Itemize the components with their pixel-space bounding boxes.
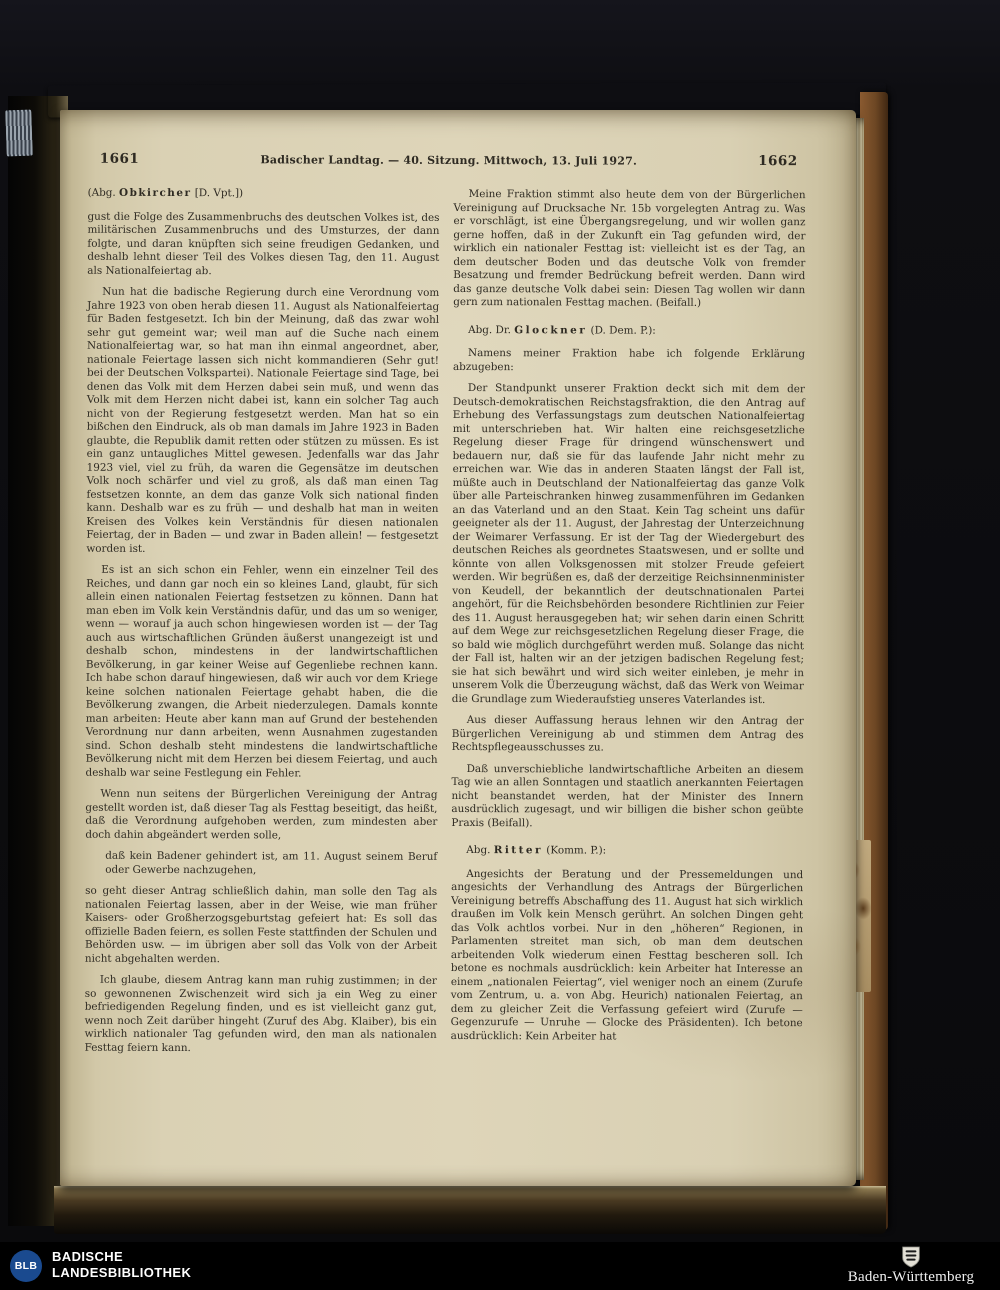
speaker-suffix: (Komm. P.): xyxy=(542,844,607,857)
paragraph: so geht dieser Antrag schließlich dahin, man solle den Tag als nationalen Feiertag lassen, aber in der Weise, wie man früher Kaisers- oder Großherzogsgeburtstag gefeiert hat: Es soll das offizielle Baden feiern, es sollen Feste stattfinden der Schulen und Behörden usw. — im übrigen aber soll das Volk von der Arbeit nicht abgehalten werden. xyxy=(84,884,438,965)
speaker-prefix: Abg. xyxy=(466,844,494,857)
left-text-column xyxy=(85,187,440,1064)
inset-quote-paragraph: daß kein Badener gehindert ist, am 11. August seinem Beruf oder Gewerbe nachzugehen, xyxy=(105,849,438,876)
baden-wuerttemberg-mark xyxy=(836,1246,986,1286)
speaker-prefix: Abg. Dr. xyxy=(468,323,515,336)
paragraph: Wenn nun seitens der Bürgerlichen Vereinigung der Antrag gestellt worden ist, daß dieser Tag als Festtag beseitigt, das heißt, daß die Verordnung aufgehoben werden, zum mindesten aber doch dahin abgeändert werden solle, xyxy=(85,787,438,841)
speaker-ref-suffix: [D. Vpt.]) xyxy=(191,187,244,200)
page-header xyxy=(88,151,806,170)
speaker-suffix: (D. Dem. P.): xyxy=(587,323,656,337)
paragraph: Angesichts der Beratung und der Pressemeldungen und angesichts der Verhandlung des Antrags der Bürgerlichen Vereinigung betreffs Abschaffung des 11. August hat sich wirklich draußen im Volk kein Mensch gerührt. An solchen Dingen geht das Volk achtlos vorbei. Nur in den „höheren“ Regionen, in Parlamenten streitet man sich, ob man dem deutschen arbeitenden Volk wiederum einen Festtag bescheren soll. Ich betone es nochmals ausdrücklich: kein Arbeiter hat Interesse an einem „nationalen Feiertag“, viel weniger noch an einem (Zurufe vom Zentrum, u. a. von Abg. Heurich) nationalen Feiertag, an dem zu gleicher Zeit die Verfassung gefeiert wird (Zurufe — Gegenzurufe — Unruhe — Glocke des Präsidenten). Ich betone ausdrücklich: Kein Arbeiter hat xyxy=(450,867,804,1043)
blb-logo-icon xyxy=(10,1250,42,1282)
paragraph: Es ist an sich schon ein Fehler, wenn ein einzelner Teil des Reiches, und dann gar noch ein so kleines Land, glaubt, für sich allein einen nationalen Feiertag festsetzen zu können. Dann hat man eben im Volk kein Verständnis dafür, und das um so weniger, wenn — worauf ja auch schon hingewiesen worden ist — der Tag auch aus wirtschaftlichen Gründen äußerst unangezeigt ist und deshalb schon, mindestens in der landwirtschaftlichen Bevölkerung, in gar keiner Weise auf Gegenliebe rechnen kann. Ich habe schon darauf hingewiesen, daß wir auch vor dem Kriege keine solchen nationalen Feiertage gehabt haben, die die Bevölkerung zwangen, die Arbeit niederzulegen. Damals konnte man arbeiten: Heute aber kann man auf Grund der bestehenden Verordnung nur dann arbeiten, wenn Ausnahmen zugestanden sind. Schon deshalb steht mindestens die landwirtschaftliche Bevölkerung nicht mit dem Herzen bei diesem Feiertag, und auch deshalb war seine Festlegung ein Fehler. xyxy=(85,563,439,779)
blb-logo-text: BLB xyxy=(14,1260,38,1272)
library-name xyxy=(52,1249,191,1281)
running-header: Badischer Landtag. — 40. Sitzung. Mittwoch, 13. Juli 1927. xyxy=(260,153,638,168)
paragraph: Nun hat die badische Regierung durch eine Verordnung vom Jahre 1923 von oben herab diesen 11. August als Nationalfeiertag für Baden festgesetzt. Ich bin der Meinung, daß das zwar wohl sehr gut gemeint war; weil man auf die Suche nach einem Nationalfeiertag war, so hat man ihn einmal angeordnet, aber, nationale Feiertage lassen sich nicht kommandieren (Sehr gut! bei der Deutschen Volkspartei). Nationale Feiertage sind Tage, bei denen das Volk mit dem Herzen dabei sein muß, und wenn das Volk mit dem Herzen nicht dabei ist, kann ein solcher Tag auch nicht von der Regierung festgesetzt werden. Man hat so ein bißchen den Eindruck, als ob man damals im Jahre 1923 in Baden glaubte, die Republik damit retten oder stützen zu müssen. Es ist ein ganz untaugliches Mittel gewesen. Jedenfalls war das Jahr 1923 viel, viel zu früh, da waren die Gegensätze im deutschen Volk noch schärfer und viel zu groß, als daß man einen Tag festsetzen konnte, an dem das ganze Volk sich national finden kann. Deshalb war es zu früh — und deshalb hat man in weiten Kreisen des Volkes kein Verständnis für diesen nationalen Feiertag, der in Baden — und zwar in Baden allein! — festgesetzt worden ist. xyxy=(86,285,440,555)
paragraph: Aus dieser Auffassung heraus lehnen wir den Antrag der Bürgerlichen Vereinigung ab und stimmen dem Antrag des Rechtspflegeausschusses zu. xyxy=(451,714,804,754)
library-footer-bar xyxy=(0,1242,1000,1290)
speaker-ref-prefix: (Abg. xyxy=(87,186,120,199)
book-page xyxy=(60,110,856,1186)
page-number-left: 1661 xyxy=(99,150,140,167)
right-text-column xyxy=(451,188,806,1065)
book-cover-right-edge xyxy=(860,92,888,1230)
state-wordmark: Baden-Württemberg xyxy=(847,1269,975,1285)
paragraph: Der Standpunkt unserer Fraktion deckt sich mit dem der Deutsch-demokratischen Reichstagsfraktion, die den Antrag auf Erhebung des Verfassungstags zum deutschen Nationalfeiertag mit unterschrieben hat. Wir halten eine reichsgesetzliche Regelung dieser Frage für dringend wünschenswert und bedauern nur, daß sie für das laufende Jahr nicht mehr zu erreichen war. Wie das in anderen Staaten längst der Fall ist, müßte auch in Deutschland der Nationalfeiertag das ganze Volk über alle Parteischranken hinweg zusammenführen im Gedanken an das Vaterland und an den Staat. Kein Tag scheint uns dafür geeigneter als der 11. August, der Jahrestag der Unterzeichnung der Weimarer Verfassung. Er ist der Tag der Wiedergeburt des deutschen Reiches als geordnetes Staatswesen, und er sollte und könnte von allen Volksgenossen mit stolzer Freude gefeiert werden. Wir begrüßen es, daß der derzeitige Reichsinnenminister von Keudell, der bekanntlich der deutschnationalen Partei angehört, für die Reichsbehörden besondere Richtlinien zur Feier des 11. August herausgegeben hat; wir sehen darin einen Schritt auf dem Wege zur reichsgesetzlichen Regelung dieser Frage, die so bald wie möglich durchgeführt werden muß. Solange das nicht der Fall ist, halten wir an der jetzigen badischen Regelung fest; sie hat sich bewährt und wird sich weiter einleben, je mehr in unserem Volk die Überzeugung wächst, daß das Werk von Weimar die Grundlage zum Wiederaufstieg unseres Vaterlandes ist. xyxy=(451,382,805,706)
text-columns xyxy=(85,187,806,1066)
page-content xyxy=(58,109,858,1188)
coat-of-arms-icon xyxy=(901,1246,921,1268)
speaker-heading-ritter xyxy=(451,844,803,859)
speaker-ref-name: Obkircher xyxy=(119,186,192,200)
paragraph: Ich glaube, diesem Antrag kann man ruhig zustimmen; in der so gewonnenen Zwischenzeit wird sich ja ein Weg zu einer befriedigenden Regelung finden, und es ist vielleicht ganz gut, wenn noch Zeit darüber hingeht (Zuruf des Abg. Klaiber), bis ein wirklich nationaler Tag gefunden wird, den man als nationalen Festtag feiern kann. xyxy=(84,973,437,1054)
speaker-name: Ritter xyxy=(493,844,544,857)
speaker-reference xyxy=(88,187,440,202)
book-bottom-edge xyxy=(54,1186,886,1234)
paragraph: Daß unverschiebliche landwirtschaftliche Arbeiten an diesem Tag wie an allen Sonntagen und staatlich anerkannten Feiertagen nicht beanstandet werden, hat der Minister des Innern ausdrücklich zugesagt, und wir billigen die bisher schon geübte Praxis (Beifall). xyxy=(451,762,804,829)
paragraph: Meine Fraktion stimmt also heute dem von der Bürgerlichen Vereinigung auf Drucksache Nr. 15b vorgelegten Antrag zu. Was er vorschlägt, ist eine Übergangsregelung, und wir wollen ganz gerne hoffen, daß in der Zukunft ein Tag gefunden wird, der wirklich ein nationaler Festtag ist: vielleicht ist es der Tag, an dem deutscher Boden und das deutsche Volk von fremder Besatzung und fremder Bedrückung befreit werden. Dann wird das ganze deutsche Volk dabei sein: Diesen Tag wollen wir dann gern zum nationalen Festtag machen. (Beifall.) xyxy=(453,188,806,309)
library-name-line2: LANDESBIBLIOTHEK xyxy=(52,1265,192,1280)
paragraph: Namens meiner Fraktion habe ich folgende Erklärung abzugeben: xyxy=(452,347,806,373)
speaker-heading-glockner xyxy=(453,323,805,338)
page-number-right: 1662 xyxy=(758,153,798,170)
library-name-line1: BADISCHE xyxy=(52,1249,124,1264)
paragraph: gust die Folge des Zusammenbruchs des deutschen Volkes ist, des militärischen Zusammenbruchs und des Umsturzes, der dann folgte, und daran knüpften sich seine freudigen Gedanken, und deshalb lehnt dieser Teil des Volkes diesen Tag, den 11. August als Nationalfeiertag ab. xyxy=(87,210,440,277)
book-headband-fabric xyxy=(5,110,33,157)
speaker-name: Glockner xyxy=(514,323,588,336)
